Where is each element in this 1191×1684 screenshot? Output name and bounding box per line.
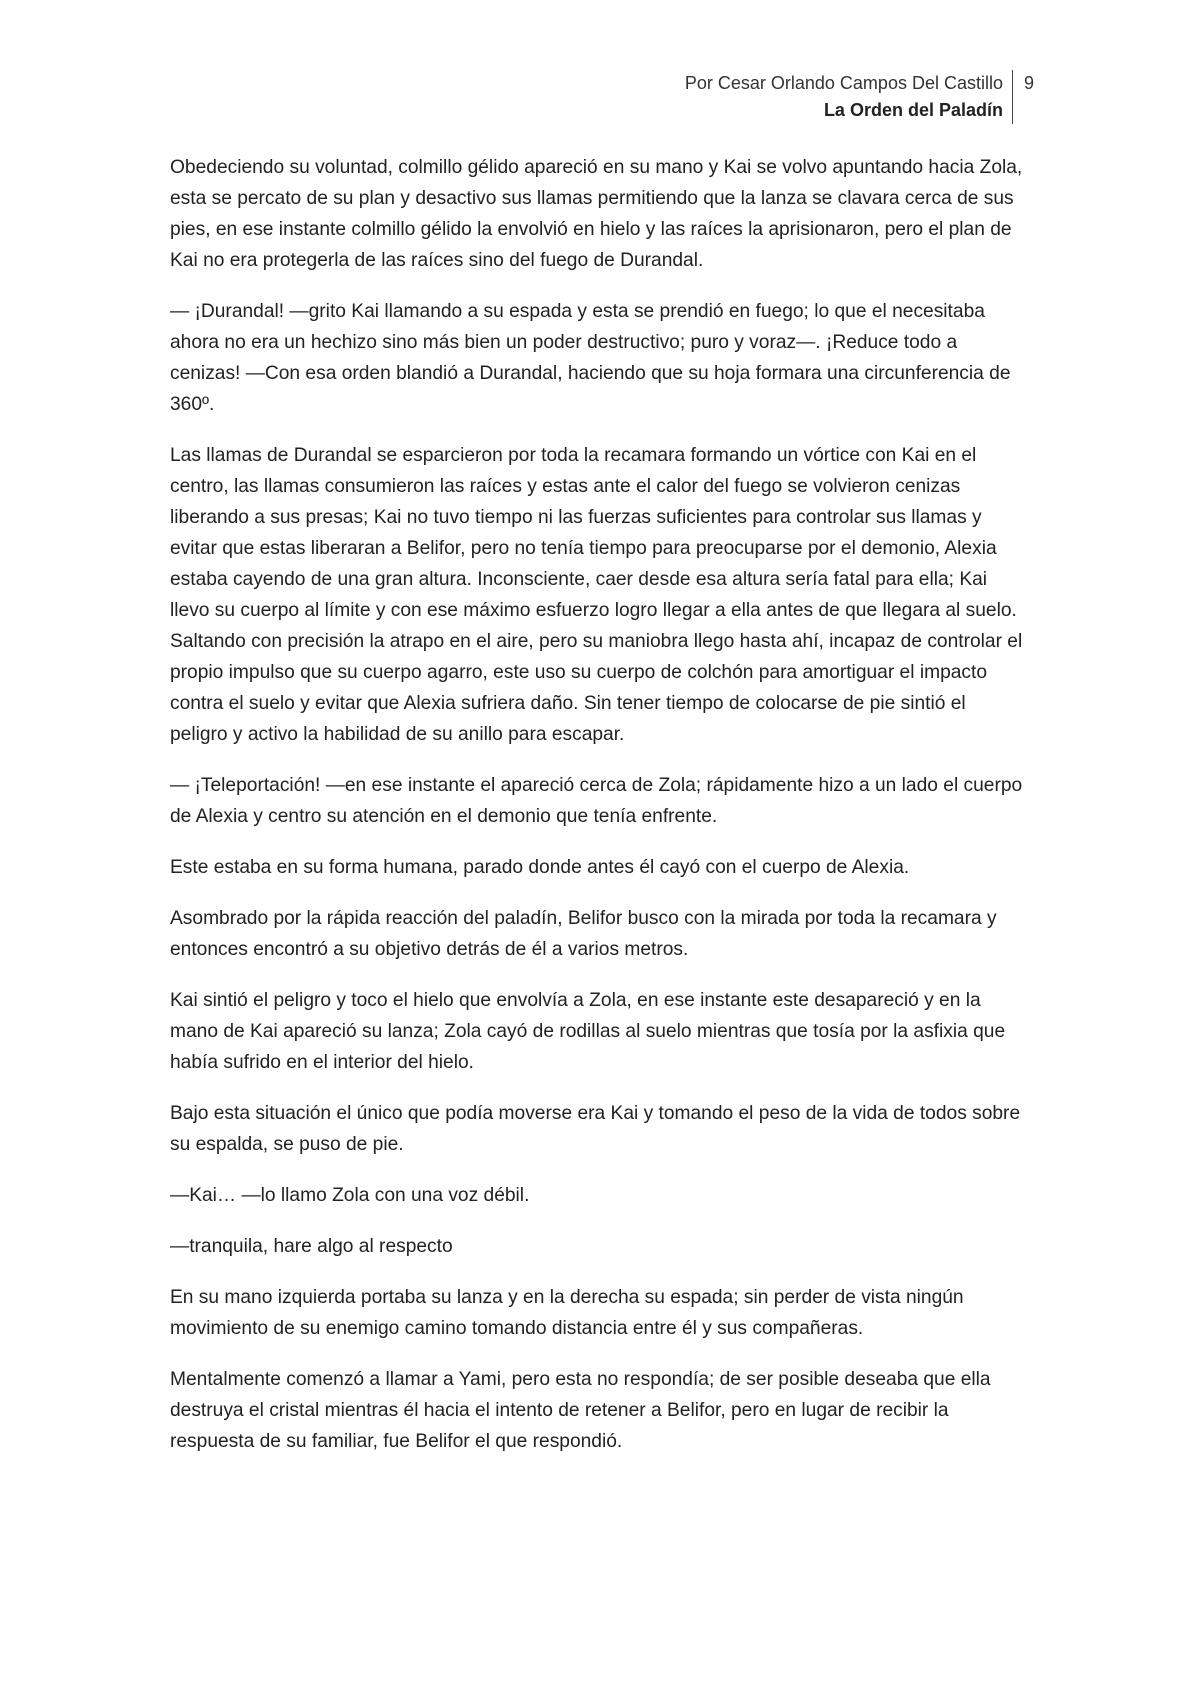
header-text-block <box>685 70 1013 124</box>
page-header <box>685 70 1034 124</box>
paragraph: Kai sintió el peligro y toco el hielo que envolvía a Zola, en ese instante este desapareció y en la mano de Kai apareció su lanza; Zola cayó de rodillas al suelo mientras que tosía por la asfixia que había sufrido en el interior del hielo. <box>170 990 1006 1073</box>
paragraph: —Kai… —lo llamo Zola con una voz débil. <box>170 1185 530 1206</box>
paragraph: — ¡Teleportación! —en ese instante el apareció cerca de Zola; rápidamente hizo a un lado el cuerpo de Alexia y centro su atención en el demonio que tenía enfrente. <box>170 775 1023 827</box>
page-number: 9 <box>1023 73 1034 93</box>
body-text <box>170 152 1025 1477</box>
paragraph: — ¡Durandal! —grito Kai llamando a su espada y esta se prendió en fuego; lo que el necesitaba ahora no era un hechizo sino más bien un poder destructivo; puro y voraz—. ¡Reduce todo a cenizas! —Con esa orden blandió a Durandal, haciendo que su hoja formara una circunferencia de 360º. <box>170 301 1011 415</box>
paragraph: En su mano izquierda portaba su lanza y en la derecha su espada; sin perder de vista ningún movimiento de su enemigo camino tomando distancia entre él y sus compañeras. <box>170 1287 964 1339</box>
paragraph: —tranquila, hare algo al respecto <box>170 1236 453 1257</box>
header-author: Por Cesar Orlando Campos Del Castillo <box>684 73 1003 93</box>
paragraph: Bajo esta situación el único que podía moverse era Kai y tomando el peso de la vida de todos sobre su espalda, se puso de pie. <box>170 1103 1021 1155</box>
paragraph: Las llamas de Durandal se esparcieron por toda la recamara formando un vórtice con Kai en el centro, las llamas consumieron las raíces y estas ante el calor del fuego se volvieron cenizas liberando a sus presas; Kai no tuvo tiempo ni las fuerzas suficientes para controlar sus llamas y evitar que estas liberaran a Belifor, pero no tenía tiempo para preocuparse por el demonio, Alexia estaba cayendo de una gran altura. Inconsciente, caer desde esa altura sería fatal para ella; Kai llevo su cuerpo al límite y con ese máximo esfuerzo logro llegar a ella antes de que llegara al suelo. Saltando con precisión la atrapo en el aire, pero su maniobra llego hasta ahí, incapaz de controlar el propio impulso que su cuerpo agarro, este uso su cuerpo de colchón para amortiguar el impacto contra el suelo y evitar que Alexia sufriera daño. Sin tener tiempo de colocarse de pie sintió el peligro y activo la habilidad de su anillo para escapar. <box>170 445 1023 745</box>
paragraph: Obedeciendo su voluntad, colmillo gélido apareció en su mano y Kai se volvo apuntando hacia Zola, esta se percato de su plan y desactivo sus llamas permitiendo que la lanza se clavara cerca de sus pies, en ese instante colmillo gélido la envolvió en hielo y las raíces la aprisionaron, pero el plan de Kai no era protegerla de las raíces sino del fuego de Durandal. <box>170 157 1023 271</box>
header-book-title: La Orden del Paladín <box>823 100 1003 120</box>
paragraph: Asombrado por la rápida reacción del paladín, Belifor busco con la mirada por toda la recamara y entonces encontró a su objetivo detrás de él a varios metros. <box>170 908 997 960</box>
paragraph: Este estaba en su forma humana, parado donde antes él cayó con el cuerpo de Alexia. <box>170 857 910 878</box>
paragraph: Mentalmente comenzó a llamar a Yami, pero esta no respondía; de ser posible deseaba que ella destruya el cristal mientras él hacia el intento de retener a Belifor, pero en lugar de recibir la respuesta de su familiar, fue Belifor el que respondió. <box>170 1369 991 1452</box>
